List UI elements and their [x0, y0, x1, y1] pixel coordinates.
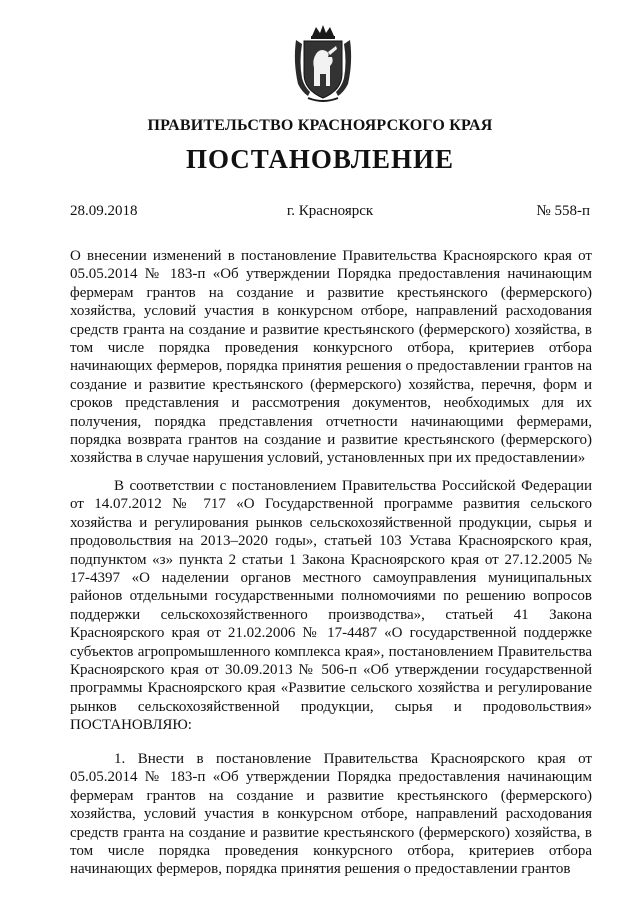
document-subject: О внесении изменений в постановление Правительства Красноярского края от 05.05.2014 № 183-п «Об утверждении Порядка предоставления начинающим фермерам грантов на создание и развитие крестьянского (фермерского) хозяйства, условий участия в конкурсном отборе, направлений расходования средств гранта на создание и развитие крестьянского (фермерского) хозяйства, в том числе порядка проведения конкурсного отбора, критериев отбора начинающих фермеров, порядка принятия решения о предоставлении грантов на создание и развитие крестьянского (фермерского) хозяйства, перечня, форм и сроков представления и рассмотрения документов, необходимых для их получения, порядка представления отчетности начинающими фермерами, порядка возврата грантов на создание и развитие крестьянского (фермерского) хозяйства в случае нарушения условий, установленных при их предоставлении»	[70, 248, 592, 467]
body-paragraph-preamble: В соответствии с постановлением Правительства Российской Федерации от 14.07.2012 № 717 «О Государственной программе развития сельского хозяйства и регулирования рынков сельскохозяйственной продукции, сырья и продовольствия на 2013–2020 годы», статьей 103 Устава Красноярского края, подпунктом «з» пункта 2 статьи 1 Закона Красноярского края от 27.12.2005 № 17-4397 «О наделении органов местного самоуправления муниципальных районов отдельными государственными полномочиями по решению вопросов поддержки сельскохозяйственного производства», статьей 41 Закона Красноярского края от 21.02.2006 № 17-4487 «О государственной поддержке субъектов агропромышленного комплекса края», постановлением Правительства Красноярского края от 30.09.2013 № 506-п «Об утверждении государственной программы Красноярского края «Развитие сельского хозяйства и регулирование рынков сельскохозяйственной продукции, сырья и продовольствия» ПОСТАНОВЛЯЮ:	[70, 478, 592, 734]
document-number: № 558-п	[536, 203, 590, 219]
document-city: г. Красноярск	[286, 203, 374, 219]
krasnoyarsk-coat-of-arms-icon	[290, 22, 356, 104]
document-type-title: ПОСТАНОВЛЕНИЕ	[185, 144, 455, 174]
document-date: 28.09.2018	[70, 203, 138, 219]
body-paragraph-item-1: 1. Внести в постановление Правительства Красноярского края от 05.05.2014 № 183-п «Об утверждении Порядка предоставления начинающим фермерам грантов на создание и развитие крестьянского (фермерского) хозяйства, условий участия в конкурсном отборе, направлений расходования средств гранта на создание и развитие крестьянского (фермерского) хозяйства, в том числе порядка проведения конкурсного отбора, критериев отбора начинающих фермеров, порядка принятия решения о предоставлении грантов	[70, 751, 592, 878]
government-title: ПРАВИТЕЛЬСТВО КРАСНОЯРСКОГО КРАЯ	[147, 117, 493, 134]
